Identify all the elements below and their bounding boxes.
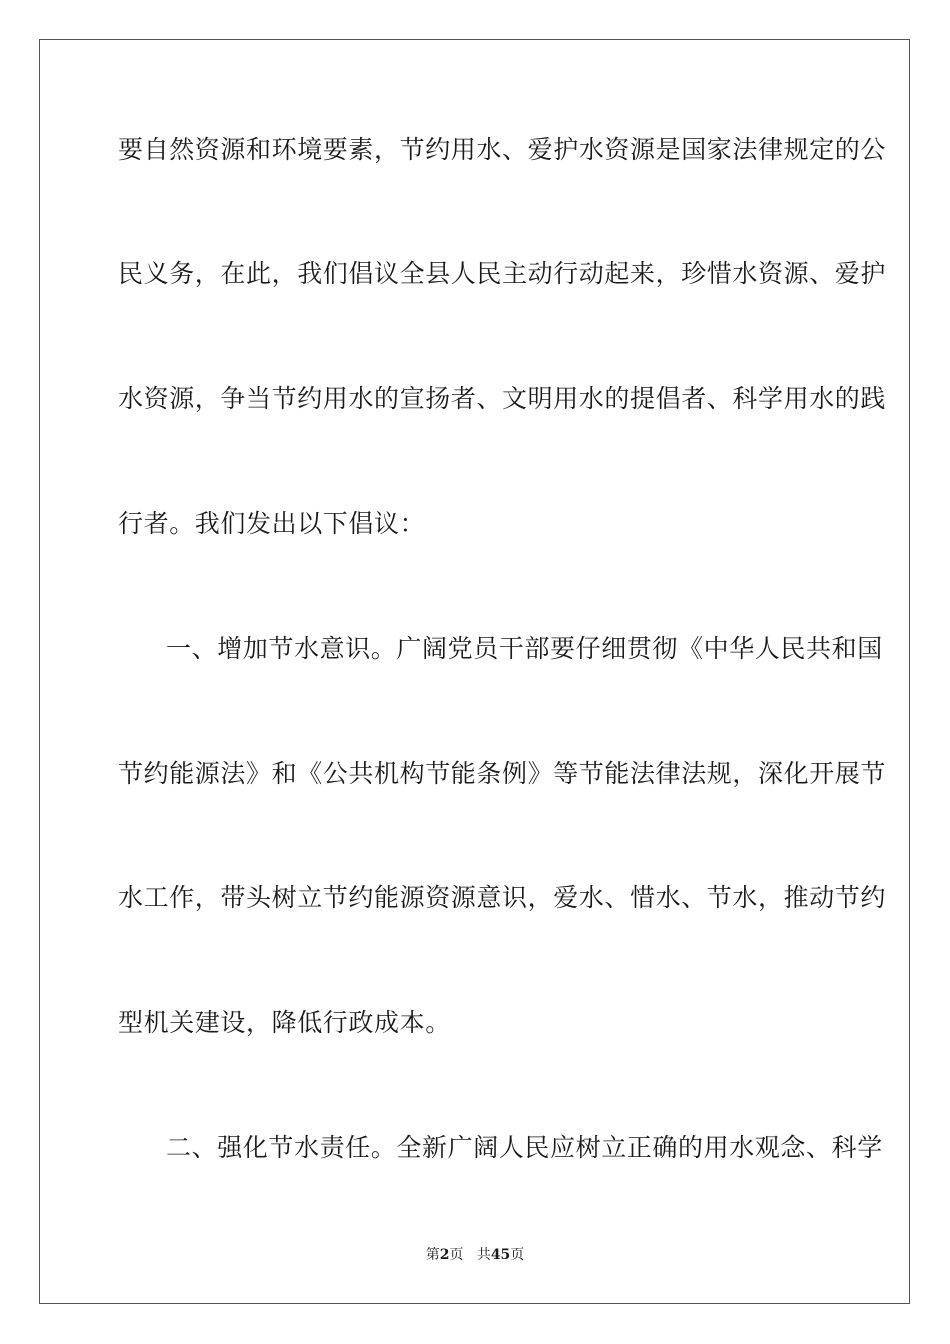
body-text-line-1: 要自然资源和环境要素，节约用水、爱护水资源是国家法律规定的公 xyxy=(118,135,887,164)
page-number: 2 xyxy=(439,1247,450,1263)
body-text-line-2: 民义务，在此，我们倡议全县人民主动行动起来，珍惜水资源、爱护 xyxy=(118,259,887,288)
body-text-line-9: 二、强化节水责任。全新广阔人民应树立正确的用水观念、科学 xyxy=(166,1133,883,1162)
total-suffix: 页 xyxy=(510,1247,525,1263)
total-pages: 45 xyxy=(490,1247,511,1263)
body-text-line-4: 行者。我们发出以下倡议： xyxy=(118,509,426,538)
body-text-line-3: 水资源，争当节约用水的宣扬者、文明用水的提倡者、科学用水的践 xyxy=(118,384,887,413)
body-text-line-7: 水工作，带头树立节约能源资源意识，爱水、惜水、节水，推动节约 xyxy=(118,883,887,912)
page-suffix: 页 xyxy=(449,1247,464,1263)
page-footer xyxy=(0,1246,950,1264)
body-text-line-8: 型机关建设，降低行政成本。 xyxy=(118,1008,451,1037)
page-prefix: 第 xyxy=(425,1247,440,1263)
page-border xyxy=(39,39,910,1304)
body-text-line-6: 节约能源法》和《公共机构节能条例》等节能法律法规，深化开展节 xyxy=(118,759,887,788)
body-text-line-5: 一、增加节水意识。广阔党员干部要仔细贯彻《中华人民共和国 xyxy=(166,634,883,663)
total-prefix: 共 xyxy=(476,1247,491,1263)
